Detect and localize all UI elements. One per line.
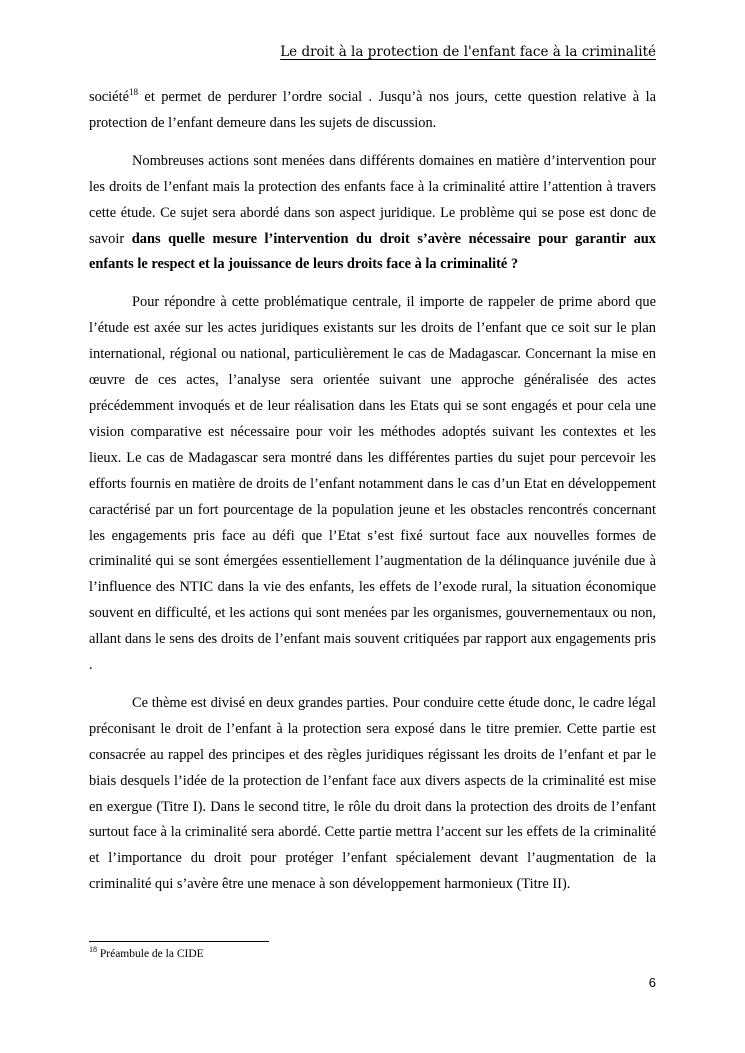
body-text <box>89 85 656 910</box>
footnote-text: Préambule de la CIDE <box>97 948 204 960</box>
paragraph-2 <box>89 149 656 279</box>
paragraph-1-text-b: et permet de perdurer l’ordre social . Jusqu’à nos jours, cette question relative à la protection de l’enfant demeure dans les sujets de discussion. <box>89 89 656 131</box>
paragraph-2-text: Nombreuses actions sont menées dans différents domaines en matière d’intervention pour les droits de l’enfant mais la protection des enfants face à la criminalité attire l’attention à travers cette étude. Ce sujet sera abordé dans son aspect juridique. Le problème qui se pose est donc de savoir <box>89 152 656 247</box>
footnote-number: 18 <box>89 945 97 955</box>
running-header: Le droit à la protection de l'enfant face à la criminalité <box>280 44 656 60</box>
paragraph-1 <box>89 85 656 137</box>
footnote <box>89 945 204 960</box>
research-question: dans quelle mesure l’intervention du droit s’avère nécessaire pour garantir aux enfants le respect et la jouissance de leurs droits face à la criminalité ? <box>89 230 656 273</box>
page-number: 6 <box>648 975 656 990</box>
paragraph-3: Pour répondre à cette problématique centrale, il importe de rappeler de prime abord que l’étude est axée sur les actes juridiques existants sur les droits de l’enfant que ce soit sur le plan international, régional ou national, particulièrement le cas de Madagascar. Concernant la mise en œuvre de ces actes, l’analyse sera orientée suivant une approche généralisée des actes précédemment invoqués et de leur réalisation dans les Etats qui se sont engagés et pour cela une vision comparative est nécessaire pour voir les méthodes adoptés suivant les contextes et les lieux. Le cas de Madagascar sera montré dans les différentes parties du sujet pour percevoir les efforts fournis en matière de droits de l’enfant notamment dans le cas d’un Etat en développement caractérisé par un fort pourcentage de la population jeune et les obstacles rencontrés concernant les engagements pris face au défi que l’Etat s’est fixé surtout face aux nouvelles formes de criminalité qui se sont émergées essentiellement l’augmentation de la délinquance juvénile due à l’influence des NTIC dans la vie des enfants, les effets de l’exode rural, la situation économique souvent en difficulté, et les actions qui sont menées par les organismes, gouvernementaux ou non, allant dans le sens des droits de l’enfant mais souvent critiquées par rapport aux engagements pris . <box>89 294 656 674</box>
paragraph-4: Ce thème est divisé en deux grandes parties. Pour conduire cette étude donc, le cadre légal préconisant le droit de l’enfant à la protection sera exposé dans le titre premier. Cette partie est consacrée au rappel des principes et des règles juridiques régissant les droits de l’enfant et par le biais desquels l’idée de la protection de l’enfant face aux divers aspects de la criminalité est mise en exergue (Titre I). Dans le second titre, le rôle du droit dans la protection des droits de l’enfant surtout face à la criminalité sera abordé. Cette partie mettra l’accent sur les effets de la criminalité et l’importance du droit pour protéger l’enfant spécialement devant l’augmentation de la criminalité qui s’avère être une menace à son développement harmonieux (Titre II). <box>89 694 656 893</box>
paragraph-1-text-a: société <box>89 89 129 105</box>
footnote-separator <box>89 941 269 942</box>
footnote-reference[interactable]: 18 <box>128 87 138 98</box>
